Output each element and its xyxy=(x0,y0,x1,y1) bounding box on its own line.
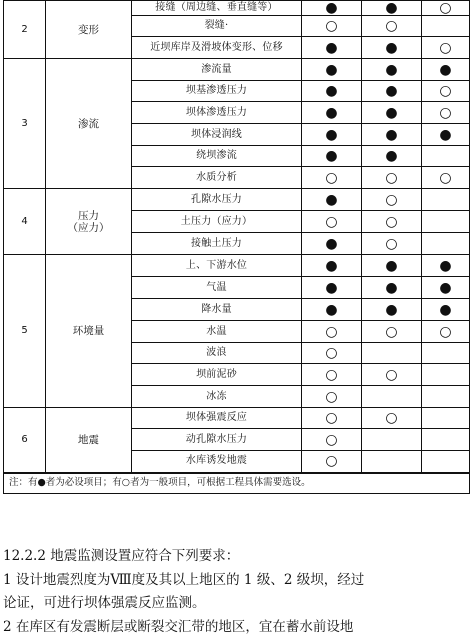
marker-level-3: ○ xyxy=(422,81,470,102)
marker-level-1: ○ xyxy=(302,16,362,37)
paragraph-1-line-1: 1 设计地震烈度为Ⅷ度及其以上地区的 1 级、2 级坝，经过 xyxy=(3,572,365,588)
monitoring-items-table xyxy=(3,0,470,494)
marker-level-2 xyxy=(362,386,422,408)
table-note-row xyxy=(4,473,470,494)
marker-level-3: ○ xyxy=(422,1,470,16)
group-category xyxy=(46,255,132,408)
marker-level-3 xyxy=(422,146,470,167)
marker-level-1: ○ xyxy=(302,429,362,451)
item-name: 冰冻 xyxy=(132,386,302,408)
marker-level-2: ○ xyxy=(362,364,422,386)
marker-level-2: ● xyxy=(362,1,422,16)
marker-level-1: ● xyxy=(302,124,362,146)
marker-level-3 xyxy=(422,451,470,473)
marker-level-1: ● xyxy=(302,189,362,211)
marker-level-2: ○ xyxy=(362,321,422,343)
marker-level-3 xyxy=(422,364,470,386)
category-label: 环境量 xyxy=(72,325,105,337)
group-number: 2 xyxy=(4,1,46,59)
item-name: 接触土压力 xyxy=(132,233,302,255)
item-name: 渗流量 xyxy=(132,59,302,81)
marker-level-1: ○ xyxy=(302,408,362,429)
marker-level-3: ● xyxy=(422,255,470,277)
item-name: 波浪 xyxy=(132,343,302,364)
marker-level-1: ● xyxy=(302,146,362,167)
item-name: 绕坝渗流 xyxy=(132,146,302,167)
marker-level-2 xyxy=(362,451,422,473)
marker-level-2: ○ xyxy=(362,211,422,233)
category-label-line-2: （应力） xyxy=(67,221,110,234)
item-name: 近坝库岸及滑坡体变形、位移 xyxy=(132,37,302,59)
marker-level-3: ● xyxy=(422,124,470,146)
marker-level-3 xyxy=(422,343,470,364)
marker-level-3 xyxy=(422,189,470,211)
item-name: 土压力（应力） xyxy=(132,211,302,233)
group-category xyxy=(46,408,132,473)
marker-level-3 xyxy=(422,233,470,255)
marker-level-3: ○ xyxy=(422,102,470,124)
marker-level-3 xyxy=(422,16,470,37)
marker-level-1: ○ xyxy=(302,343,362,364)
marker-level-1: ○ xyxy=(302,364,362,386)
item-name: 上、下游水位 xyxy=(132,255,302,277)
marker-level-2: ○ xyxy=(362,167,422,189)
group-category xyxy=(46,1,132,59)
item-name: 坝体渗透压力 xyxy=(132,102,302,124)
paragraph-1-line-2: 论证，可进行坝体强震反应监测。 xyxy=(3,595,206,611)
marker-level-1: ● xyxy=(302,1,362,16)
marker-level-2: ○ xyxy=(362,408,422,429)
marker-level-3 xyxy=(422,429,470,451)
marker-level-2: ● xyxy=(362,124,422,146)
item-name: 水温 xyxy=(132,321,302,343)
marker-level-1: ○ xyxy=(302,167,362,189)
group-number: 5 xyxy=(4,255,46,408)
group-category xyxy=(46,189,132,255)
group-category xyxy=(46,59,132,189)
table-row xyxy=(4,1,470,16)
item-name: 孔隙水压力 xyxy=(132,189,302,211)
item-name: 坝体强震反应 xyxy=(132,408,302,429)
table-row xyxy=(4,255,470,277)
category-label: 渗流 xyxy=(78,117,99,130)
table-row xyxy=(4,59,470,81)
marker-level-2: ○ xyxy=(362,233,422,255)
category-label: 压力 xyxy=(78,209,99,222)
category-label: 变形 xyxy=(78,23,99,36)
item-name: 坝体浸润线 xyxy=(132,124,302,146)
table-row xyxy=(4,189,470,211)
marker-level-3: ● xyxy=(422,277,470,299)
paragraph-2-line-1: 2 在库区有发震断层或断裂交汇带的地区，宜在蓄水前设地 xyxy=(3,619,354,635)
item-name: 裂缝· xyxy=(132,16,302,37)
marker-level-1: ● xyxy=(302,233,362,255)
marker-level-1: ○ xyxy=(302,211,362,233)
table-note: 注：有●者为必设项目；有○者为一般项目，可根据工程具体需要选设。 xyxy=(4,473,470,494)
marker-level-2: ● xyxy=(362,102,422,124)
marker-level-3: ○ xyxy=(422,321,470,343)
category-label: 地震 xyxy=(78,433,99,446)
marker-level-3 xyxy=(422,386,470,408)
group-number: 4 xyxy=(4,189,46,255)
marker-level-1: ● xyxy=(302,277,362,299)
marker-level-2: ● xyxy=(362,59,422,81)
marker-level-1: ● xyxy=(302,299,362,321)
marker-level-2: ● xyxy=(362,277,422,299)
item-name: 接缝（周边缝、垂直缝等） xyxy=(132,1,302,16)
item-name: 动孔隙水压力 xyxy=(132,429,302,451)
marker-level-1: ● xyxy=(302,102,362,124)
item-name: 水质分析 xyxy=(132,167,302,189)
marker-level-3: ○ xyxy=(422,37,470,59)
item-name: 气温 xyxy=(132,277,302,299)
marker-level-1: ● xyxy=(302,81,362,102)
group-number: 6 xyxy=(4,408,46,473)
group-number: 3 xyxy=(4,59,46,189)
marker-level-1: ○ xyxy=(302,321,362,343)
marker-level-3 xyxy=(422,408,470,429)
marker-level-3: ● xyxy=(422,59,470,81)
marker-level-2 xyxy=(362,343,422,364)
marker-level-2 xyxy=(362,429,422,451)
marker-level-3 xyxy=(422,211,470,233)
marker-level-2: ● xyxy=(362,37,422,59)
marker-level-2: ○ xyxy=(362,189,422,211)
table-row xyxy=(4,408,470,429)
item-name: 水库诱发地震 xyxy=(132,451,302,473)
marker-level-3: ● xyxy=(422,299,470,321)
section-heading: 12.2.2 地震监测设置应符合下列要求： xyxy=(3,548,240,564)
item-name: 降水量 xyxy=(132,299,302,321)
item-name: 坝基渗透压力 xyxy=(132,81,302,102)
marker-level-3: ○ xyxy=(422,167,470,189)
marker-level-2: ● xyxy=(362,81,422,102)
marker-level-1: ● xyxy=(302,37,362,59)
marker-level-1: ● xyxy=(302,59,362,81)
marker-level-1: ○ xyxy=(302,451,362,473)
marker-level-1: ○ xyxy=(302,386,362,408)
marker-level-2: ○ xyxy=(362,16,422,37)
marker-level-1: ● xyxy=(302,255,362,277)
marker-level-2: ● xyxy=(362,299,422,321)
marker-level-2: ● xyxy=(362,146,422,167)
item-name: 坝前泥砂 xyxy=(132,364,302,386)
marker-level-2: ● xyxy=(362,255,422,277)
